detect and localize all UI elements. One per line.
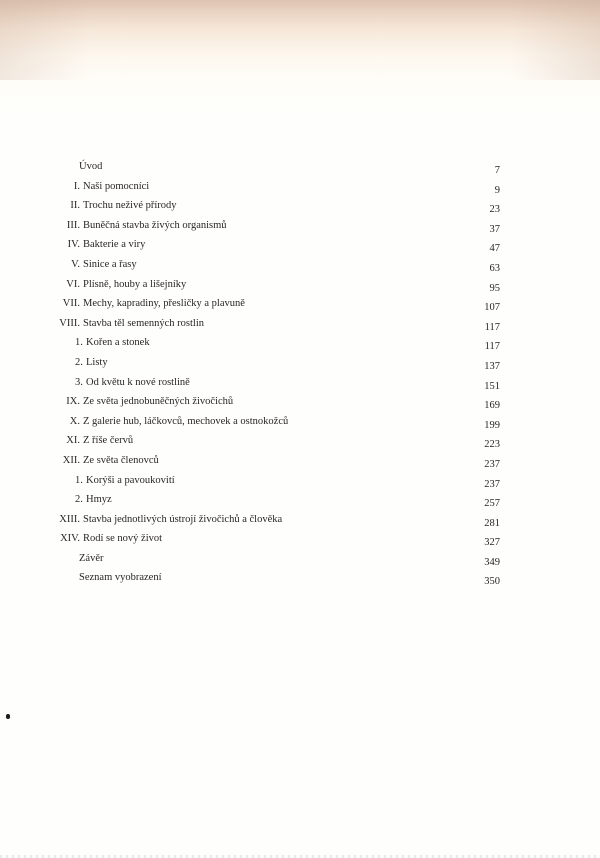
toc-entry-title: Z říše červů (83, 435, 134, 447)
toc-entry-chapter-10 (0, 412, 600, 432)
toc-entry-seznam-vyobrazeni (0, 568, 600, 588)
toc-entry-zaver (0, 549, 600, 569)
toc-entry-page: 117 (484, 341, 500, 353)
toc-entry-title: Závěr (79, 552, 104, 564)
toc-entry-page: 107 (484, 302, 500, 314)
table-of-contents (0, 157, 600, 588)
toc-entry-chapter-3 (0, 216, 600, 236)
toc-entry-chapter-12 (0, 451, 600, 471)
toc-entry-chapter-1 (0, 177, 600, 197)
toc-entry-chapter-9 (0, 392, 600, 412)
toc-entry-number: 1. (75, 337, 83, 349)
toc-entry-title: Od květu k nové rostlině (86, 376, 190, 388)
toc-entry-number: XIII. (59, 513, 80, 525)
toc-entry-page: 23 (489, 204, 500, 216)
toc-entry-title: Seznam vyobrazení (79, 572, 162, 584)
toc-entry-title: Plísně, houby a lišejníky (83, 278, 187, 290)
toc-subentry-12-1 (0, 471, 600, 491)
toc-entry-page: 63 (489, 262, 500, 274)
toc-entry-number: XI. (66, 435, 80, 447)
toc-entry-page: 169 (484, 400, 500, 412)
toc-entry-chapter-6 (0, 275, 600, 295)
toc-entry-page: 95 (489, 282, 500, 294)
toc-entry-page: 9 (494, 184, 500, 196)
toc-entry-number: II. (70, 200, 80, 212)
toc-entry-chapter-14 (0, 529, 600, 549)
toc-entry-page: 237 (484, 478, 500, 490)
toc-entry-number: I. (73, 180, 80, 192)
toc-entry-chapter-11 (0, 431, 600, 451)
toc-entry-page: 151 (484, 380, 500, 392)
toc-entry-title: Z galerie hub, láčkovců, mechovek a ostnokožců (83, 415, 289, 427)
toc-entry-chapter-13 (0, 510, 600, 530)
toc-entry-chapter-7 (0, 294, 600, 314)
toc-entry-page: 327 (484, 537, 500, 549)
toc-entry-number: IX. (66, 396, 80, 408)
toc-entry-page: 349 (484, 556, 500, 568)
toc-entry-page: 281 (484, 517, 500, 529)
toc-entry-title: Ze světa jednobuněčných živočichů (83, 396, 234, 408)
toc-entry-title: Ze světa členovců (83, 454, 159, 466)
toc-entry-number: X. (69, 415, 80, 427)
toc-subentry-8-1 (0, 333, 600, 353)
toc-entry-title: Korýši a pavoukovití (86, 474, 175, 486)
toc-entry-number: IV. (67, 239, 80, 251)
toc-entry-title: Naši pomocníci (83, 180, 150, 192)
toc-entry-title: Mechy, kapradiny, přesličky a plavuně (83, 298, 245, 310)
toc-subentry-8-3 (0, 373, 600, 393)
toc-entry-title: Stavba jednotlivých ústrojí živočichů a člověka (83, 513, 283, 525)
toc-entry-chapter-5 (0, 255, 600, 275)
toc-entry-number: 2. (75, 494, 83, 506)
toc-entry-title: Kořen a stonek (86, 337, 150, 349)
toc-subentry-12-2 (0, 490, 600, 510)
toc-entry-chapter-2 (0, 196, 600, 216)
toc-entry-title: Stavba těl semenných rostlin (83, 317, 205, 329)
toc-entry-title: Hmyz (86, 494, 112, 506)
toc-entry-title: Úvod (79, 161, 103, 172)
toc-entry-number: 3. (75, 376, 83, 388)
ink-speck (6, 714, 10, 719)
toc-entry-chapter-4 (0, 235, 600, 255)
toc-entry-number: III. (66, 219, 80, 231)
toc-entry-title: Buněčná stavba živých organismů (83, 219, 227, 231)
toc-entry-page: 137 (484, 360, 500, 372)
toc-entry-number: 2. (75, 356, 83, 368)
toc-entry-number: VII. (62, 298, 80, 310)
toc-entry-number: V. (71, 258, 80, 270)
toc-entry-number: XIV. (60, 533, 80, 545)
toc-entry-title: Trochu neživé přírody (83, 200, 177, 212)
toc-entry-page: 350 (484, 576, 500, 588)
toc-entry-page: 117 (484, 321, 500, 333)
toc-entry-title: Bakterie a viry (83, 239, 146, 251)
toc-entry-number: VI. (66, 278, 80, 290)
toc-entry-title: Listy (86, 356, 108, 368)
toc-entry-title: Sinice a řasy (83, 258, 137, 270)
toc-subentry-8-2 (0, 353, 600, 373)
toc-entry-title: Rodí se nový život (83, 533, 163, 545)
toc-entry-number: 1. (75, 474, 83, 486)
toc-entry-page: 7 (494, 165, 500, 176)
toc-entry-page: 37 (489, 223, 500, 235)
toc-entry-page: 237 (484, 458, 500, 470)
toc-entry-page: 199 (484, 419, 500, 431)
toc-entry-page: 223 (484, 439, 500, 451)
toc-entry-page: 257 (484, 498, 500, 510)
toc-entry-uvod (0, 157, 600, 177)
toc-entry-page: 47 (489, 243, 500, 255)
toc-entry-chapter-8 (0, 314, 600, 334)
toc-entry-number: XII. (62, 454, 80, 466)
toc-entry-number: VIII. (59, 317, 80, 329)
